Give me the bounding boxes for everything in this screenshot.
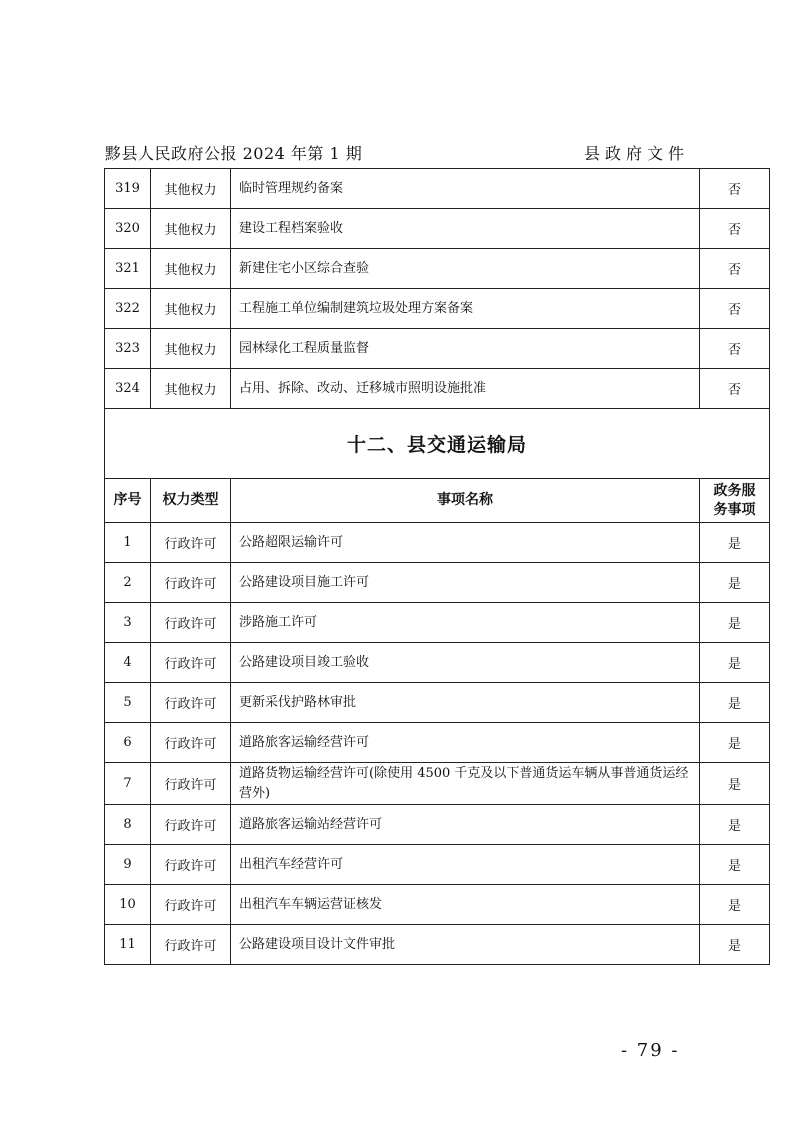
- service-flag: 是: [700, 885, 770, 925]
- service-flag: 否: [700, 249, 770, 289]
- power-type: 行政许可: [151, 763, 231, 805]
- table-row: [105, 369, 770, 409]
- table-row: [105, 643, 770, 683]
- item-name: 临时管理规约备案: [231, 169, 700, 209]
- power-type: 行政许可: [151, 723, 231, 763]
- row-number: 5: [105, 683, 151, 723]
- row-number: 11: [105, 925, 151, 965]
- column-header-row: [105, 479, 770, 523]
- table-row: [105, 329, 770, 369]
- item-name: 建设工程档案验收: [231, 209, 700, 249]
- table-row: [105, 683, 770, 723]
- section-label: 县政府文件: [583, 144, 689, 163]
- table-row: [105, 723, 770, 763]
- service-flag: 是: [700, 763, 770, 805]
- row-number: 2: [105, 563, 151, 603]
- item-name: 出租汽车经营许可: [231, 845, 700, 885]
- row-number: 324: [105, 369, 151, 409]
- row-number: 320: [105, 209, 151, 249]
- page-header: [105, 141, 689, 167]
- item-name: 更新采伐护路林审批: [231, 683, 700, 723]
- power-type: 其他权力: [151, 369, 231, 409]
- table-row: [105, 249, 770, 289]
- row-number: 10: [105, 885, 151, 925]
- item-name: 工程施工单位编制建筑垃圾处理方案备案: [231, 289, 700, 329]
- table-row: [105, 563, 770, 603]
- service-flag: 是: [700, 845, 770, 885]
- power-type: 行政许可: [151, 603, 231, 643]
- column-header-service-line1: 政务服: [713, 482, 756, 499]
- section-title: 十二、县交通运输局: [105, 409, 770, 479]
- item-name: 道路旅客运输站经营许可: [231, 805, 700, 845]
- item-name: 园林绿化工程质量监督: [231, 329, 700, 369]
- power-type: 行政许可: [151, 523, 231, 563]
- row-number: 8: [105, 805, 151, 845]
- section-row: [105, 409, 770, 479]
- item-name: 涉路施工许可: [231, 603, 700, 643]
- table-row: [105, 523, 770, 563]
- column-header-service: [700, 479, 770, 523]
- row-number: 319: [105, 169, 151, 209]
- row-number: 3: [105, 603, 151, 643]
- power-type: 其他权力: [151, 249, 231, 289]
- item-name: 公路建设项目施工许可: [231, 563, 700, 603]
- power-type: 行政许可: [151, 805, 231, 845]
- power-type: 行政许可: [151, 925, 231, 965]
- service-flag: 是: [700, 925, 770, 965]
- column-header-type: 权力类型: [151, 479, 231, 523]
- table-row: [105, 845, 770, 885]
- power-type: 其他权力: [151, 169, 231, 209]
- row-number: 321: [105, 249, 151, 289]
- row-number: 322: [105, 289, 151, 329]
- item-name: 新建住宅小区综合查验: [231, 249, 700, 289]
- service-flag: 否: [700, 289, 770, 329]
- table-row: [105, 603, 770, 643]
- row-number: 1: [105, 523, 151, 563]
- service-flag: 否: [700, 169, 770, 209]
- table-row: [105, 805, 770, 845]
- table-row: [105, 885, 770, 925]
- service-flag: 是: [700, 805, 770, 845]
- row-number: 323: [105, 329, 151, 369]
- power-type: 行政许可: [151, 563, 231, 603]
- service-flag: 是: [700, 723, 770, 763]
- service-flag: 是: [700, 683, 770, 723]
- row-number: 4: [105, 643, 151, 683]
- table-row: [105, 289, 770, 329]
- power-type: 其他权力: [151, 209, 231, 249]
- item-name: 公路建设项目设计文件审批: [231, 925, 700, 965]
- power-type: 行政许可: [151, 885, 231, 925]
- power-type: 行政许可: [151, 845, 231, 885]
- table-row: [105, 925, 770, 965]
- power-type: 行政许可: [151, 683, 231, 723]
- item-name: 道路旅客运输经营许可: [231, 723, 700, 763]
- column-header-name: 事项名称: [231, 479, 700, 523]
- power-type: 其他权力: [151, 329, 231, 369]
- service-flag: 是: [700, 603, 770, 643]
- item-name: 公路建设项目竣工验收: [231, 643, 700, 683]
- table-row: [105, 209, 770, 249]
- power-list-table: [104, 168, 770, 965]
- row-number: 9: [105, 845, 151, 885]
- page-number: - 79 -: [621, 1040, 680, 1061]
- service-flag: 否: [700, 329, 770, 369]
- row-number: 6: [105, 723, 151, 763]
- bulletin-title: 黟县人民政府公报 2024 年第 1 期: [105, 144, 363, 163]
- service-flag: 是: [700, 643, 770, 683]
- table-row: [105, 169, 770, 209]
- row-number: 7: [105, 763, 151, 805]
- service-flag: 是: [700, 523, 770, 563]
- item-name: 占用、拆除、改动、迁移城市照明设施批准: [231, 369, 700, 409]
- service-flag: 是: [700, 563, 770, 603]
- column-header-number: 序号: [105, 479, 151, 523]
- item-name: 道路货物运输经营许可(除使用 4500 千克及以下普通货运车辆从事普通货运经营外): [231, 763, 700, 805]
- power-type: 其他权力: [151, 289, 231, 329]
- service-flag: 否: [700, 209, 770, 249]
- item-name: 公路超限运输许可: [231, 523, 700, 563]
- power-type: 行政许可: [151, 643, 231, 683]
- service-flag: 否: [700, 369, 770, 409]
- table-row: [105, 763, 770, 805]
- column-header-service-line2: 务事项: [713, 501, 756, 518]
- item-name: 出租汽车车辆运营证核发: [231, 885, 700, 925]
